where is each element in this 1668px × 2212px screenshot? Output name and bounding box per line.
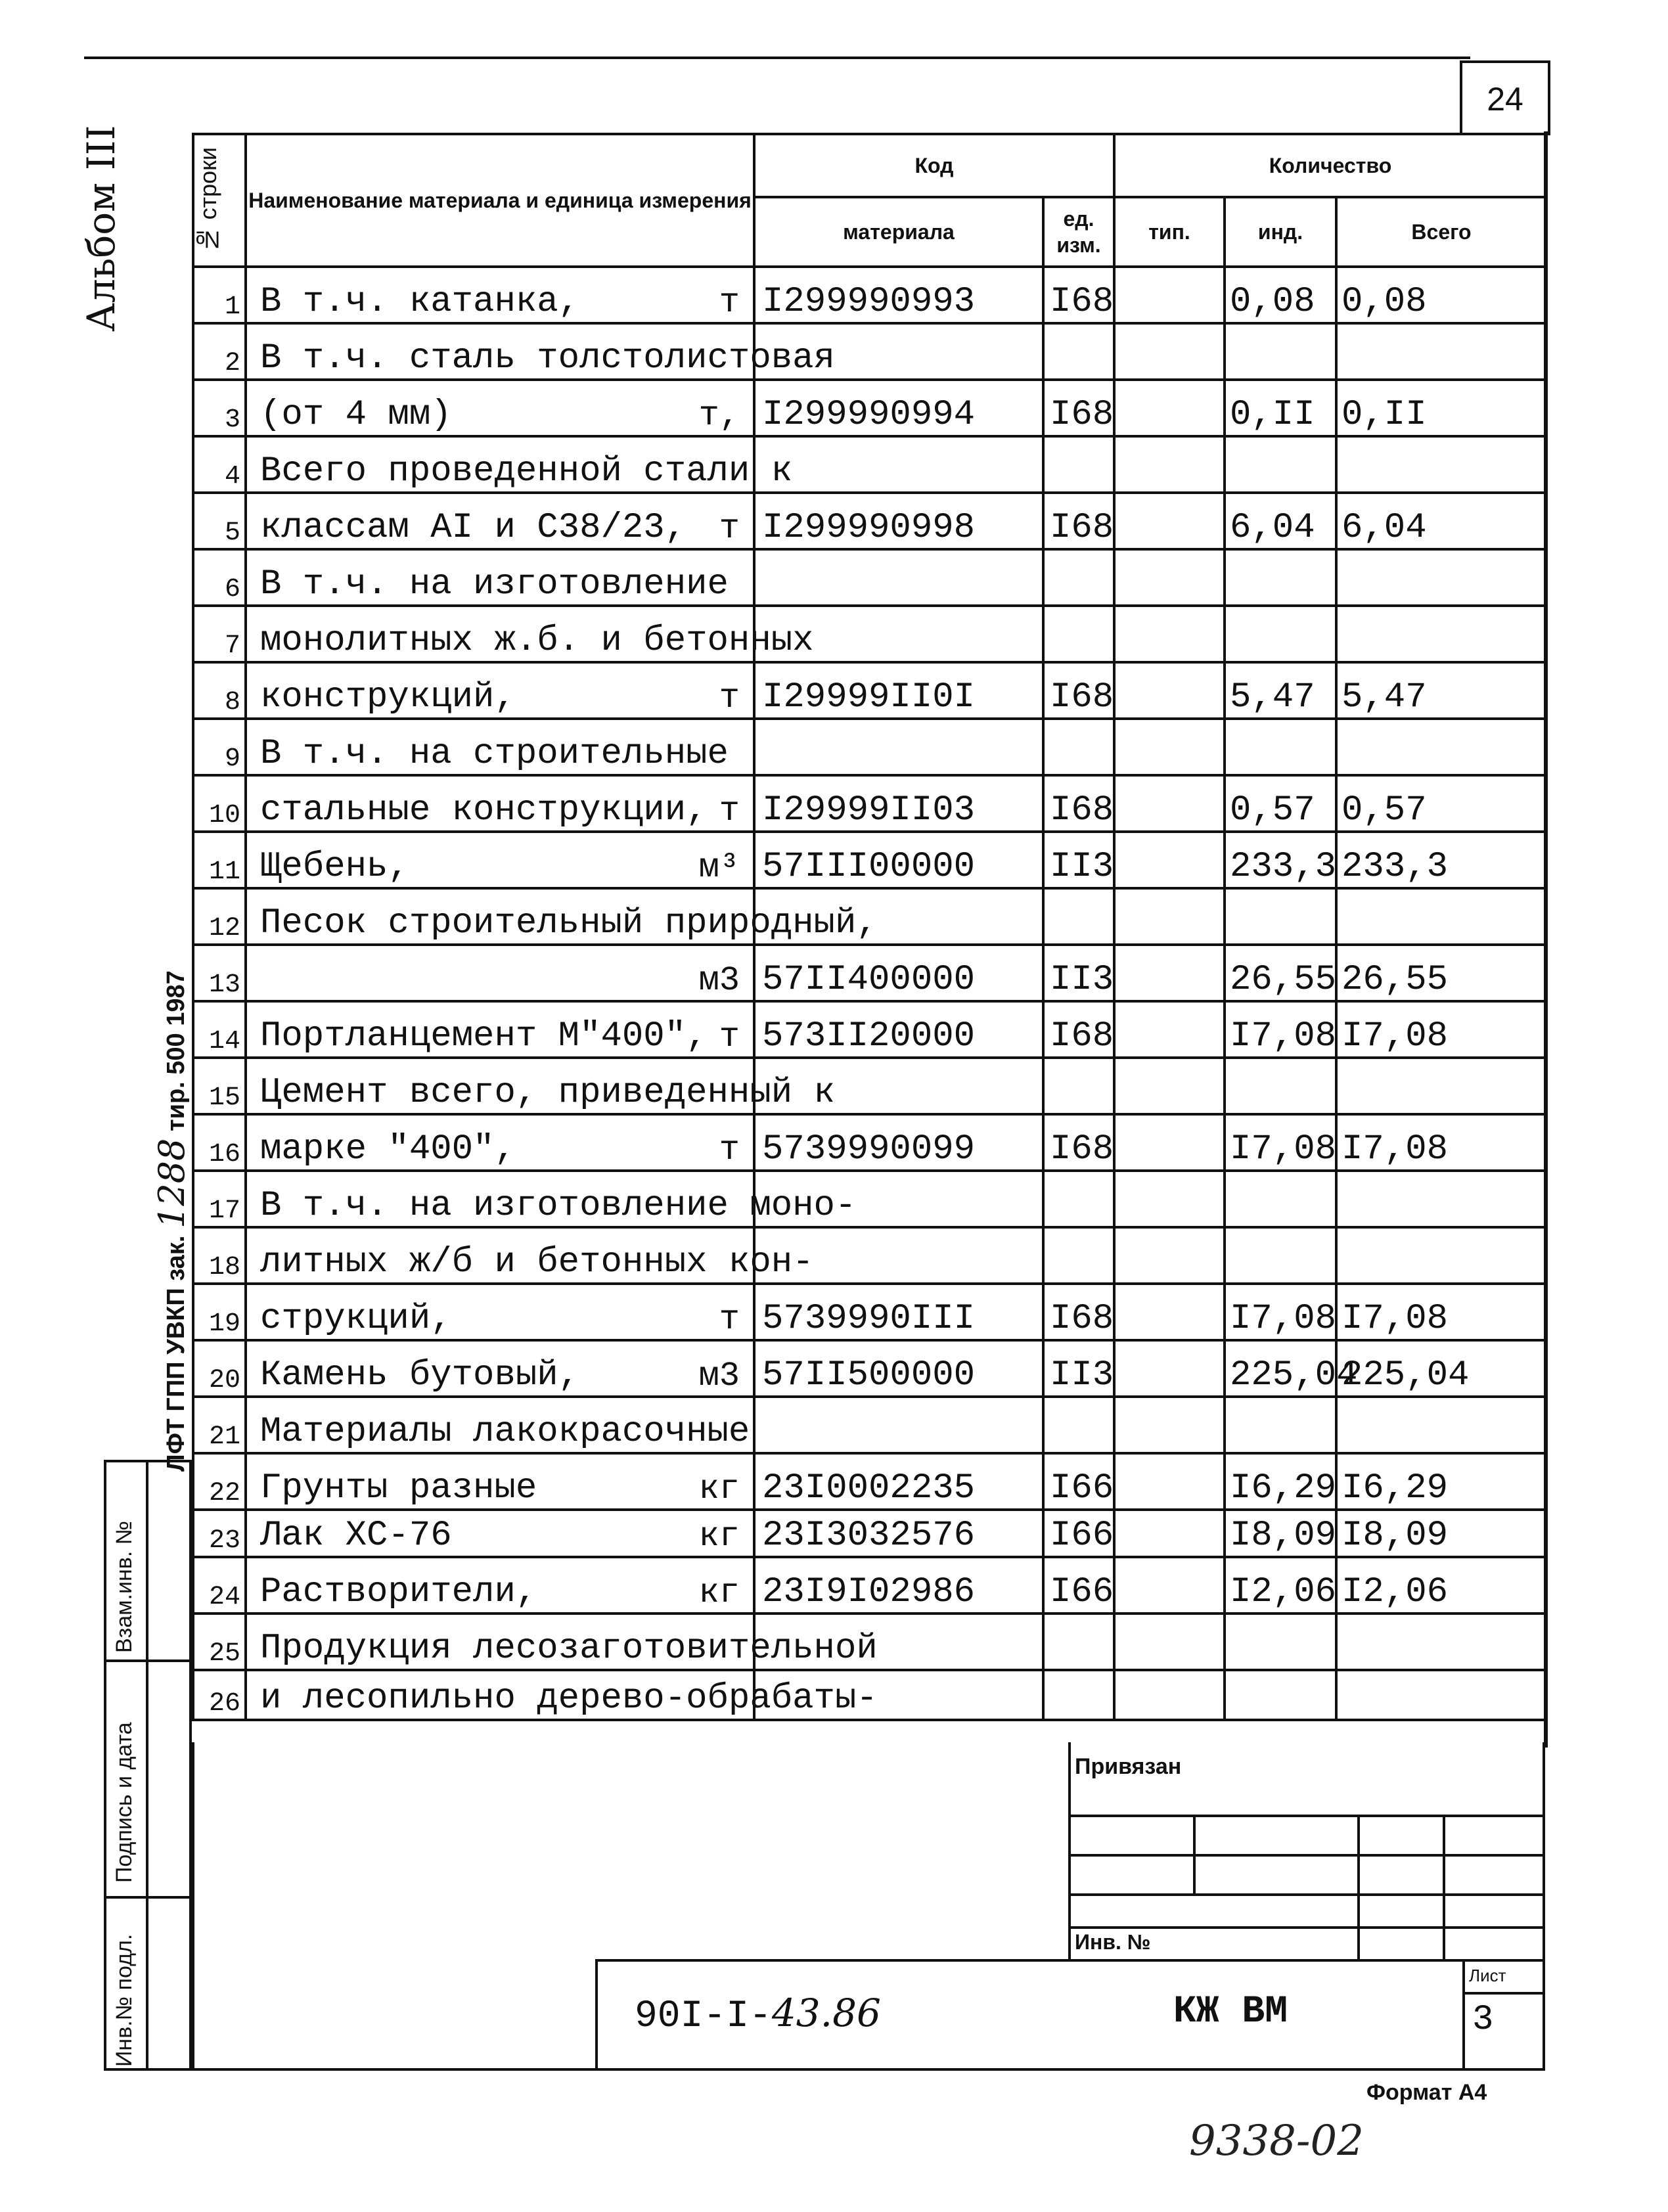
material-name: [246, 719, 754, 775]
quantity-ind: 225,04: [1225, 1340, 1336, 1397]
table-row: [193, 1670, 1546, 1720]
row-number: 26: [193, 1670, 246, 1720]
unit-code: II3: [1043, 1340, 1114, 1397]
table-row: [193, 1058, 1546, 1114]
quantity-total: I6,29: [1336, 1453, 1546, 1510]
material-name-text: В т.ч. на строительные: [260, 734, 729, 774]
unit-code: [1043, 1670, 1114, 1720]
unit-code: I68: [1043, 1284, 1114, 1340]
quantity-total: 26,55: [1336, 945, 1546, 1001]
sheet-number: 3: [1472, 2000, 1494, 2040]
material-unit: т: [719, 792, 740, 830]
material-code: [754, 436, 1043, 493]
quantity-total: 6,04: [1336, 493, 1546, 549]
doc-number: [635, 1991, 881, 2038]
unit-code: [1043, 1058, 1114, 1114]
stamp-order-number: 1288: [151, 1138, 192, 1229]
quantity-typ: [1114, 323, 1225, 380]
material-unit: м3: [698, 1357, 740, 1395]
quantity-ind: 26,55: [1225, 945, 1336, 1001]
material-code: I29999II03: [754, 775, 1043, 832]
unit-code: I68: [1043, 775, 1114, 832]
table-row: [193, 1171, 1546, 1227]
material-unit: т: [719, 1300, 740, 1339]
quantity-ind: 5,47: [1225, 662, 1336, 719]
material-name-text: классам АI и С38/23,: [260, 508, 687, 548]
header-q-typ: тип.: [1114, 197, 1225, 267]
quantity-ind: [1225, 719, 1336, 775]
material-name: [246, 1001, 754, 1058]
quantity-typ: [1114, 1001, 1225, 1058]
unit-code: I68: [1043, 1001, 1114, 1058]
material-name: [246, 380, 754, 436]
table-row: [193, 606, 1546, 662]
quantity-ind: 0,II: [1225, 380, 1336, 436]
quantity-typ: [1114, 267, 1225, 323]
material-name-text: Продукция лесозаготовительной: [260, 1629, 878, 1669]
material-code: 23I9I02986: [754, 1557, 1043, 1614]
quantity-typ: [1114, 493, 1225, 549]
quantity-typ: [1114, 1171, 1225, 1227]
table-row: [193, 832, 1546, 888]
table-row: [193, 1557, 1546, 1614]
row-number: 11: [193, 832, 246, 888]
material-unit: т,: [698, 396, 740, 435]
quantity-ind: [1225, 1171, 1336, 1227]
table-row: [193, 323, 1546, 380]
quantity-ind: [1225, 323, 1336, 380]
table-row: [193, 1227, 1546, 1284]
quantity-total: [1336, 1670, 1546, 1720]
unit-code: I68: [1043, 662, 1114, 719]
tied-label: Привязан: [1075, 1754, 1182, 1779]
quantity-ind: 233,3: [1225, 832, 1336, 888]
print-stamp: [151, 970, 192, 1472]
row-number: 16: [193, 1114, 246, 1171]
material-name-text: конструкций,: [260, 677, 516, 717]
table-row: [193, 267, 1546, 323]
row-number: 22: [193, 1453, 246, 1510]
table-row: [193, 549, 1546, 606]
quantity-typ: [1114, 1557, 1225, 1614]
material-name-text: струкций,: [260, 1299, 452, 1339]
quantity-ind: [1225, 436, 1336, 493]
material-name: [246, 1614, 878, 1670]
unit-code: [1043, 323, 1114, 380]
doc-mark: КЖ ВМ: [1173, 1991, 1288, 2033]
material-name-text: Грунты разные: [260, 1468, 537, 1508]
quantity-total: 225,04: [1336, 1340, 1546, 1397]
quantity-total: 0,08: [1336, 267, 1546, 323]
material-code: 23I0002235: [754, 1453, 1043, 1510]
table-row: [193, 1510, 1546, 1557]
material-unit: т: [719, 283, 740, 322]
quantity-total: [1336, 1397, 1546, 1453]
row-number: 14: [193, 1001, 246, 1058]
material-code: 23I3032576: [754, 1510, 1043, 1557]
unit-code: I68: [1043, 493, 1114, 549]
quantity-ind: I7,08: [1225, 1284, 1336, 1340]
material-code: I299990993: [754, 267, 1043, 323]
material-name: [246, 1114, 754, 1171]
material-code: [754, 1397, 1043, 1453]
material-name: [246, 1227, 814, 1284]
material-name: [246, 549, 754, 606]
row-number: 24: [193, 1557, 246, 1614]
quantity-typ: [1114, 775, 1225, 832]
material-unit: т: [719, 1131, 740, 1169]
unit-code: [1043, 888, 1114, 945]
unit-code: I68: [1043, 267, 1114, 323]
material-name: [246, 662, 754, 719]
inv-label: Инв. №: [1075, 1930, 1151, 1954]
material-name-text: марке "400",: [260, 1129, 516, 1169]
row-number: 2: [193, 323, 246, 380]
quantity-ind: I7,08: [1225, 1114, 1336, 1171]
material-code: I29999II0I: [754, 662, 1043, 719]
quantity-total: 0,II: [1336, 380, 1546, 436]
unit-code: [1043, 436, 1114, 493]
material-name: [246, 493, 754, 549]
quantity-typ: [1114, 1670, 1225, 1720]
bottom-note: 9338-02: [1189, 2117, 1364, 2165]
quantity-ind: [1225, 1227, 1336, 1284]
material-unit: кг: [698, 1573, 740, 1612]
unit-code: [1043, 719, 1114, 775]
table-row: [193, 775, 1546, 832]
material-code: 5739990099: [754, 1114, 1043, 1171]
material-code: 5739990III: [754, 1284, 1043, 1340]
album-label: Альбом III: [79, 125, 124, 332]
unit-code: [1043, 1397, 1114, 1453]
row-number: 10: [193, 775, 246, 832]
unit-code: I68: [1043, 380, 1114, 436]
material-unit: м³: [698, 848, 740, 887]
material-name-text: литных ж/б и бетонных кон-: [260, 1242, 814, 1282]
quantity-total: [1336, 323, 1546, 380]
page-number: 24: [1460, 60, 1550, 135]
materials-table: [192, 133, 1548, 1721]
sheet-label: Лист: [1469, 1966, 1506, 1985]
material-name-text: В т.ч. сталь толстолистовая: [260, 338, 835, 378]
row-number: 7: [193, 606, 246, 662]
stamp-copies: тир. 500: [162, 1033, 190, 1132]
quantity-total: [1336, 606, 1546, 662]
doc-prefix: 90I-I-: [635, 1995, 772, 2038]
quantity-total: 0,57: [1336, 775, 1546, 832]
material-code: 57II500000: [754, 1340, 1043, 1397]
row-number: 15: [193, 1058, 246, 1114]
material-name-text: Лак ХС-76: [260, 1516, 452, 1556]
quantity-typ: [1114, 945, 1225, 1001]
quantity-typ: [1114, 662, 1225, 719]
material-name: [246, 888, 878, 945]
material-unit: т: [719, 1018, 740, 1056]
material-name: [246, 267, 754, 323]
quantity-ind: [1225, 1670, 1336, 1720]
quantity-total: I2,06: [1336, 1557, 1546, 1614]
material-unit: м3: [698, 961, 740, 1000]
material-name: [246, 1171, 857, 1227]
row-number: 12: [193, 888, 246, 945]
unit-code: [1043, 1614, 1114, 1670]
side-stamp-box: [104, 1460, 192, 2071]
table-row: [193, 1614, 1546, 1670]
format-label: Формат А4: [1366, 2080, 1487, 2105]
quantity-ind: [1225, 606, 1336, 662]
header-q-ind: инд.: [1225, 197, 1336, 267]
unit-code: I66: [1043, 1453, 1114, 1510]
material-code: I299990998: [754, 493, 1043, 549]
unit-code: I66: [1043, 1557, 1114, 1614]
material-name-text: Растворители,: [260, 1572, 537, 1612]
header-row-number: № строки: [193, 134, 246, 267]
quantity-ind: 0,57: [1225, 775, 1336, 832]
material-name: [246, 1058, 835, 1114]
quantity-typ: [1114, 1284, 1225, 1340]
row-number: 17: [193, 1171, 246, 1227]
quantity-total: [1336, 719, 1546, 775]
material-name: [246, 1397, 754, 1453]
quantity-typ: [1114, 832, 1225, 888]
unit-code: [1043, 606, 1114, 662]
header-quantity: Количество: [1114, 134, 1546, 197]
table-row: [193, 1340, 1546, 1397]
unit-code: II3: [1043, 945, 1114, 1001]
material-name: [246, 945, 754, 1001]
quantity-ind: I7,08: [1225, 1001, 1336, 1058]
material-name-text: (от 4 мм): [260, 395, 452, 435]
table-row: [193, 888, 1546, 945]
row-number: 4: [193, 436, 246, 493]
quantity-ind: [1225, 1397, 1336, 1453]
unit-code: I68: [1043, 1114, 1114, 1171]
row-number: 19: [193, 1284, 246, 1340]
quantity-total: [1336, 1171, 1546, 1227]
quantity-typ: [1114, 1397, 1225, 1453]
header-name: Наименование материала и единица измерения: [246, 134, 754, 267]
header-code-material: материала: [754, 197, 1043, 267]
material-name-text: Цемент всего, приведенный к: [260, 1073, 835, 1113]
quantity-typ: [1114, 1614, 1225, 1670]
quantity-total: I7,08: [1336, 1284, 1546, 1340]
unit-code: II3: [1043, 832, 1114, 888]
top-rule: [84, 56, 1470, 59]
side-inv-orig: Инв.№ подл.: [112, 1933, 137, 2067]
table-row: [193, 1397, 1546, 1453]
quantity-typ: [1114, 1340, 1225, 1397]
unit-code: I66: [1043, 1510, 1114, 1557]
quantity-ind: [1225, 1058, 1336, 1114]
row-number: 20: [193, 1340, 246, 1397]
header-q-total: Всего: [1336, 197, 1546, 267]
side-vzam-inv: Взам.инв. №: [112, 1520, 137, 1653]
quantity-total: [1336, 1058, 1546, 1114]
material-code: 57III00000: [754, 832, 1043, 888]
material-name-text: В т.ч. на изготовление: [260, 564, 729, 604]
quantity-ind: I2,06: [1225, 1557, 1336, 1614]
quantity-total: [1336, 1227, 1546, 1284]
quantity-typ: [1114, 1114, 1225, 1171]
row-number: 18: [193, 1227, 246, 1284]
quantity-ind: [1225, 1614, 1336, 1670]
table-row: [193, 1114, 1546, 1171]
material-name: [246, 323, 835, 380]
material-name-text: Щебень,: [260, 847, 409, 887]
material-name-text: стальные конструкции,: [260, 790, 708, 830]
material-code: I299990994: [754, 380, 1043, 436]
stamp-suffix: 1987: [162, 970, 190, 1026]
table-row: [193, 662, 1546, 719]
quantity-total: I8,09: [1336, 1510, 1546, 1557]
quantity-typ: [1114, 1227, 1225, 1284]
unit-code: [1043, 549, 1114, 606]
row-number: 21: [193, 1397, 246, 1453]
material-name: [246, 832, 754, 888]
material-name: [246, 1284, 754, 1340]
quantity-total: [1336, 888, 1546, 945]
row-number: 8: [193, 662, 246, 719]
quantity-typ: [1114, 888, 1225, 945]
material-name-text: Камень бутовый,: [260, 1355, 580, 1395]
quantity-total: [1336, 1614, 1546, 1670]
material-name-text: Материалы лакокрасочные: [260, 1412, 750, 1452]
title-block: [192, 1742, 1545, 2071]
material-unit: кг: [698, 1517, 740, 1556]
material-name-text: Портланцемент М"400",: [260, 1016, 708, 1056]
quantity-ind: I6,29: [1225, 1453, 1336, 1510]
quantity-ind: I8,09: [1225, 1510, 1336, 1557]
table-row: [193, 945, 1546, 1001]
doc-hand: 43.86: [771, 1991, 881, 2035]
quantity-ind: [1225, 549, 1336, 606]
table-row: [193, 719, 1546, 775]
table-row: [193, 1001, 1546, 1058]
material-name-text: Песок строительный природный,: [260, 903, 878, 943]
quantity-total: [1336, 436, 1546, 493]
quantity-typ: [1114, 436, 1225, 493]
material-name: [246, 1340, 754, 1397]
material-name: [246, 1670, 878, 1720]
row-number: 13: [193, 945, 246, 1001]
material-name-text: В т.ч. на изготовление моно-: [260, 1186, 857, 1226]
material-code: [754, 719, 1043, 775]
row-number: 3: [193, 380, 246, 436]
quantity-total: [1336, 549, 1546, 606]
material-name: [246, 1557, 754, 1614]
row-number: 1: [193, 267, 246, 323]
quantity-total: 233,3: [1336, 832, 1546, 888]
quantity-ind: 0,08: [1225, 267, 1336, 323]
material-name: [246, 1510, 754, 1557]
side-sign-date: Подпись и дата: [112, 1722, 137, 1883]
table-row: [193, 1284, 1546, 1340]
material-code: 573II20000: [754, 1001, 1043, 1058]
quantity-typ: [1114, 1058, 1225, 1114]
row-number: 25: [193, 1614, 246, 1670]
material-name-text: Всего проведенной стали к: [260, 451, 793, 491]
quantity-typ: [1114, 1453, 1225, 1510]
row-number: 6: [193, 549, 246, 606]
material-name: [246, 436, 793, 493]
material-name-text: и лесопильно дерево-обрабаты-: [260, 1679, 878, 1719]
row-number: 23: [193, 1510, 246, 1557]
material-name: [246, 775, 754, 832]
table-row: [193, 1453, 1546, 1510]
header-code-unit: ед. изм.: [1043, 197, 1114, 267]
material-code: [754, 549, 1043, 606]
header-code: Код: [754, 134, 1114, 197]
material-code: 57II400000: [754, 945, 1043, 1001]
material-unit: т: [719, 509, 740, 548]
material-unit: т: [719, 679, 740, 717]
quantity-total: I7,08: [1336, 1114, 1546, 1171]
material-name: [246, 1453, 754, 1510]
quantity-typ: [1114, 380, 1225, 436]
quantity-typ: [1114, 719, 1225, 775]
material-unit: кг: [698, 1470, 740, 1508]
table-row: [193, 436, 1546, 493]
quantity-total: I7,08: [1336, 1001, 1546, 1058]
quantity-typ: [1114, 606, 1225, 662]
unit-code: [1043, 1227, 1114, 1284]
quantity-total: 5,47: [1336, 662, 1546, 719]
quantity-typ: [1114, 1510, 1225, 1557]
quantity-ind: [1225, 888, 1336, 945]
table-row: [193, 493, 1546, 549]
quantity-typ: [1114, 549, 1225, 606]
material-name-text: В т.ч. катанка,: [260, 282, 580, 322]
material-name-text: монолитных ж.б. и бетонных: [260, 621, 814, 661]
row-number: 5: [193, 493, 246, 549]
table-row: [193, 380, 1546, 436]
unit-code: [1043, 1171, 1114, 1227]
row-number: 9: [193, 719, 246, 775]
material-name: [246, 606, 814, 662]
stamp-org: ЛФТ ГПП УВКП: [162, 1288, 190, 1472]
stamp-order-prefix: зак.: [162, 1235, 190, 1281]
quantity-ind: 6,04: [1225, 493, 1336, 549]
